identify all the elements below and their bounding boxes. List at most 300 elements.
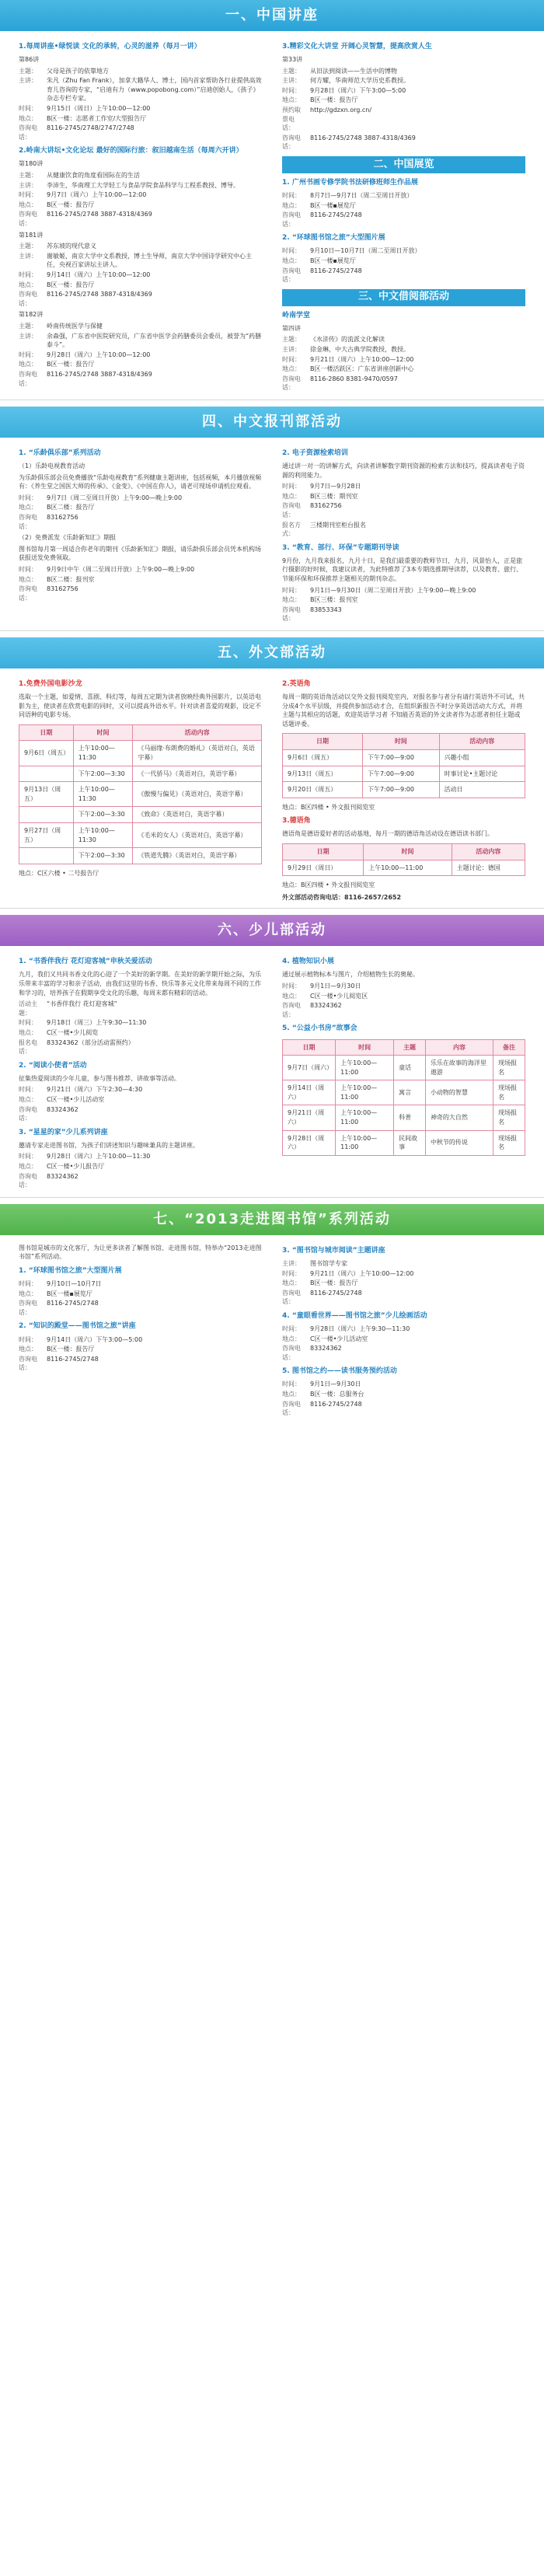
item-title: 3. “教育、部行、环保”专题期刊导读 <box>282 543 399 552</box>
info-label: 时间： <box>282 586 301 594</box>
info-label: 地点： <box>19 1346 37 1353</box>
info-label: 咨询电话： <box>19 211 37 227</box>
info-value: 83162756 <box>47 514 78 522</box>
info-label: 咨询电话： <box>282 1345 301 1361</box>
info-table <box>282 1039 525 1156</box>
info-row <box>282 1269 525 1279</box>
band-library-series <box>0 1204 544 1235</box>
info-value: B区一楼▪展览厅 <box>310 201 356 209</box>
info-label: 时间： <box>19 1335 37 1343</box>
right-column <box>282 952 525 1190</box>
table-header-cell: 日期 <box>283 844 364 860</box>
info-value: 83324362 <box>47 1172 78 1180</box>
info-row <box>19 1172 262 1190</box>
item-paragraph: 为乐龄俱乐部会员免费播放“乐龄电视教育”系列健康主题讲座，包括视频，本月播放视频有：《养生堂之国医大师的传承》、《金变》、《中国在你人》，请老可现场申请机位观看。 <box>19 473 262 490</box>
info-row <box>19 290 262 308</box>
info-label: 咨询电话： <box>19 1172 37 1189</box>
table-cell: 民间故事 <box>394 1130 426 1155</box>
item-subtitle: 第86讲 <box>19 56 40 64</box>
info-label: 咨询电话： <box>19 514 37 530</box>
band-foreign-language <box>0 637 544 668</box>
info-value: 三楼期刊室柜台报名 <box>310 521 366 529</box>
info-label: 时间： <box>19 351 37 358</box>
info-label: 主题： <box>19 243 37 250</box>
info-label: 地点： <box>282 1335 301 1342</box>
info-value: C区一楼•少儿活动室 <box>47 1096 105 1104</box>
item-title: 3. “图书馆与城市阅读”主题讲座 <box>282 1246 385 1255</box>
info-label: 主讲： <box>19 332 37 340</box>
sub-band: 三、中文借阅部活动 <box>282 289 525 306</box>
info-value: 8116-2745/2748 <box>310 1400 362 1408</box>
info-label: 主讲： <box>19 252 37 260</box>
table-cell: 下午2:00—3:30 <box>73 807 133 823</box>
info-value: B区一楼活跃区：广东省讲座创新中心 <box>310 365 414 373</box>
info-value: 8月7日—9月7日（周二至周日开放） <box>310 192 413 200</box>
info-row <box>19 271 262 280</box>
table-header-cell: 日期 <box>283 1039 336 1056</box>
info-value: 8116-2745/2748 3887-4318/4369 <box>310 134 416 141</box>
info-label: 地点： <box>19 1096 37 1104</box>
info-value: B区三楼：期刊室 <box>310 492 358 500</box>
info-value: 8116-2745/2748 3887-4318/4369 <box>47 370 152 378</box>
info-row <box>19 242 262 251</box>
table-cell: 中秋节的传说 <box>425 1130 493 1155</box>
table-cell: 《傲慢与偏见》（英语对白，英语字幕） <box>133 782 262 807</box>
info-label: 主讲： <box>19 181 37 189</box>
info-value: 9月28日（周六）上午10:00—12:00 <box>47 351 151 358</box>
info-value: 9月10日—10月7日（周二至周日开放） <box>310 247 421 255</box>
info-row <box>19 181 262 190</box>
table-cell: 9月6日（周五） <box>283 750 363 766</box>
info-value: 余森强，广东省中医院研究员，广东省中医学会药膳委员会委员，被誉为“药膳泰斗”。 <box>47 332 262 349</box>
band-lectures <box>0 0 544 31</box>
info-value: 从健康饮食的角度看国际在的生活 <box>47 172 140 180</box>
table-row <box>283 1105 525 1130</box>
info-label: 地点： <box>19 1163 37 1171</box>
table-cell: 9月7日（周六） <box>283 1056 336 1080</box>
info-label: 咨询电话： <box>19 1300 37 1316</box>
info-row <box>282 1001 525 1019</box>
table-row <box>283 1056 525 1080</box>
info-row <box>19 104 262 113</box>
info-value: 83162756 <box>310 502 342 510</box>
item-title: 2. “知识的殿堂——图书馆之旅”讲座 <box>19 1322 136 1331</box>
info-label: 咨询电话： <box>19 585 37 602</box>
info-row <box>19 1085 262 1094</box>
info-row <box>282 335 525 344</box>
table-cell <box>19 848 74 864</box>
table-cell: 9月29日（周日） <box>283 860 364 876</box>
table-cell: 寓言 <box>394 1080 426 1105</box>
info-label: 咨询电话： <box>282 1400 301 1417</box>
info-value: 9月9日中午（周二至周日开放）上午9:00—晚上9:00 <box>47 566 195 574</box>
item-title: 1.每周讲座•绿悦读 文化的承转，心灵的滋养（每月一讲） <box>19 43 201 51</box>
table-cell <box>19 807 74 823</box>
info-label: 时间： <box>282 86 301 94</box>
info-value: 8116-2745/2748 <box>47 1355 99 1363</box>
section-foreign-language <box>0 637 544 902</box>
info-label: 时间： <box>282 983 301 990</box>
info-value: 83853343 <box>310 606 342 613</box>
info-value: 83324362（部分活动需预约） <box>47 1038 134 1046</box>
item-subtitle: 第181讲 <box>19 231 44 239</box>
table-header-row <box>283 1039 525 1056</box>
info-label: 地点： <box>19 1029 37 1037</box>
info-label: 地点： <box>282 992 301 1000</box>
table-footer: 地点：C区六楼 • 二号报告厅 <box>19 869 99 877</box>
table-header-row <box>283 734 525 750</box>
band-periodicals <box>0 407 544 438</box>
info-row <box>19 503 262 512</box>
section-columns <box>0 1241 544 1419</box>
info-value: 8116-2860 8381-9470/0597 <box>310 375 398 382</box>
info-value: 8116-2745/2748 3887-4318/4369 <box>47 291 152 298</box>
info-row <box>19 1335 262 1345</box>
table-cell: 上午10:00—11:00 <box>336 1130 394 1155</box>
table-cell: 现场报名 <box>493 1080 525 1105</box>
section-children <box>0 915 544 1190</box>
item-subtitle: 第182讲 <box>19 311 44 319</box>
info-label: 主题： <box>19 67 37 75</box>
info-row <box>282 76 525 86</box>
info-row <box>19 513 262 531</box>
info-label: 主题： <box>282 67 301 75</box>
right-column <box>282 675 525 902</box>
table-cell: 时事讨论•主题讨论 <box>439 766 525 782</box>
band-title: 五、外文部活动 <box>218 644 326 661</box>
item-title: 5. 图书馆之约——读书服务预约活动 <box>282 1367 397 1376</box>
info-value: 8116-2745/2748 <box>47 1300 99 1307</box>
info-row <box>19 1038 262 1056</box>
table-header-cell: 活动内容 <box>133 724 262 741</box>
item-paragraph: 德语角是德语爱好者的活动基地，每月一期的德语角活动设在德语读书部门。 <box>282 830 493 838</box>
item-title: 4. 植物知识小展 <box>282 958 334 966</box>
band-title: 七、“2013走进图书馆”系列活动 <box>153 1210 391 1227</box>
info-value: 9月10日—10月7日 <box>47 1280 102 1288</box>
info-value: 83324362 <box>310 1002 342 1010</box>
info-label: 时间： <box>19 271 37 278</box>
info-label: 时间： <box>19 1280 37 1288</box>
info-row <box>282 606 525 623</box>
divider <box>0 630 544 631</box>
info-row <box>282 1279 525 1288</box>
info-label: 时间： <box>282 1325 301 1332</box>
info-label: 时间： <box>19 105 37 113</box>
table-cell: 上午10:00—11:00 <box>336 1105 394 1130</box>
table-cell: 上午10:00—11:00 <box>336 1056 394 1080</box>
info-value: 9月7日（周二至周日开放）上午9:00—晚上9:00 <box>47 494 183 501</box>
section-library-series <box>0 1204 544 1419</box>
table-footer: 地点：B区四楼 • 外文报刊阅览室 <box>282 881 375 889</box>
info-row <box>19 1355 262 1373</box>
intro-paragraph: 图书馆是城市的文化客厅，为让更多读者了解图书馆、走进图书馆，特举办“2013走进图书馆”系列活动。 <box>19 1244 262 1261</box>
band-title: 六、少儿部活动 <box>218 922 326 939</box>
info-value: 9月1日—9月30日 <box>310 1380 361 1388</box>
table-row <box>19 848 262 864</box>
table-header-cell: 时间 <box>363 734 440 750</box>
left-column <box>19 444 262 624</box>
info-value: 9月21日（周六）下午2:30—4:30 <box>47 1086 143 1094</box>
info-label: 时间： <box>19 1086 37 1094</box>
left-column <box>19 952 262 1190</box>
info-row <box>19 1162 262 1171</box>
item-title: 4. “童眼看世界——图书馆之旅”少儿绘画活动 <box>282 1311 427 1320</box>
info-label: 预约取票电话： <box>282 106 301 132</box>
info-label: 时间： <box>282 247 301 255</box>
info-value: 9月14日（周六）下午3:00—5:00 <box>47 1335 143 1343</box>
info-label: 咨询电话： <box>282 134 301 151</box>
left-column <box>19 37 262 393</box>
info-row <box>282 1344 525 1362</box>
info-row <box>19 1152 262 1161</box>
info-label: 咨询电话： <box>282 267 301 284</box>
table-cell: 上午10:00—11:00 <box>336 1080 394 1105</box>
item-paragraph: 图书馆每月第一周适合你老年的期刊《乐龄新知汇》期报，请乐龄俱乐部会员凭本机构场获报送发免费领取。 <box>19 545 261 562</box>
info-value: B区一楼：报告厅 <box>47 361 95 368</box>
info-row <box>282 257 525 266</box>
info-row <box>282 982 525 991</box>
table-cell <box>19 766 74 782</box>
info-value: “书香伴我行 花灯迎客城” <box>47 1000 117 1008</box>
info-row <box>19 76 262 103</box>
info-value: 《水浒传》的流派文化解读 <box>310 336 385 344</box>
table-cell: 现场报名 <box>493 1105 525 1130</box>
info-row <box>282 1400 525 1418</box>
table-header-cell: 日期 <box>283 734 363 750</box>
info-label: 主题： <box>282 336 301 344</box>
info-value: B区一楼：报告厅 <box>310 96 358 104</box>
table-cell: 9月6日（周五） <box>19 741 74 766</box>
table-cell: 9月14日（周六） <box>283 1080 336 1105</box>
section-columns <box>0 444 544 624</box>
info-label: 主讲： <box>19 77 37 85</box>
info-label: 咨询电话： <box>282 1289 301 1306</box>
table-cell: 神奇的大自然 <box>425 1105 493 1130</box>
item-title: 岭南学堂 <box>282 311 311 319</box>
info-row <box>19 322 262 331</box>
info-row <box>19 1345 262 1354</box>
left-column <box>19 1241 262 1419</box>
info-label: 主讲： <box>282 77 301 85</box>
table-row <box>19 782 262 807</box>
item-title: 1. “书香伴我行 花灯迎客城”申秋关爱活动 <box>19 958 152 966</box>
info-row <box>282 521 525 539</box>
divider <box>0 908 544 909</box>
info-value: B区三楼：报刊室 <box>310 596 358 604</box>
table-cell: 9月13日（周五） <box>283 766 363 782</box>
table-cell: 兴趣小组 <box>439 750 525 766</box>
section-columns <box>0 37 544 393</box>
table-header-cell: 活动内容 <box>439 734 525 750</box>
table-cell: 9月13日（周五） <box>19 782 74 807</box>
info-row <box>282 106 525 133</box>
info-value: 8116-2745/2748 <box>310 1289 362 1297</box>
info-value: 朱凡（Zhu Fan Frank），加拿大籍华人、博士，国内首家帮助各行业提供高效育儿咨询的专家，“启迪有力（www.popobong.com）”启迪创始人，《孩子》杂志专栏专家。 <box>47 77 262 103</box>
table-cell: 上午10:00—11:00 <box>364 860 452 876</box>
info-label: 时间： <box>282 192 301 200</box>
divider <box>0 1197 544 1198</box>
info-value: 8116-2745/2748 <box>310 211 362 219</box>
info-value: 9月18日（周三）上午9:30—11:30 <box>47 1019 147 1027</box>
table-cell: 上午10:00—11:30 <box>73 741 133 766</box>
info-label: 地点： <box>282 492 301 500</box>
table-header-cell: 活动内容 <box>452 844 525 860</box>
table-cell: 科普 <box>394 1105 426 1130</box>
table-cell: 小动物的智慧 <box>425 1080 493 1105</box>
info-value: 9月1日—9月30日 <box>310 983 361 990</box>
info-label: 活动主题： <box>19 1000 37 1017</box>
info-value: B区一楼：报告厅 <box>47 1346 95 1353</box>
info-label: 咨询电话： <box>282 502 301 519</box>
right-column <box>282 444 525 624</box>
info-row <box>19 281 262 290</box>
info-label: 主讲： <box>282 346 301 354</box>
info-row <box>282 211 525 229</box>
info-label: 咨询电话： <box>282 1002 301 1018</box>
info-value: 何方耀，华南师范大学历史系教授。 <box>310 77 410 85</box>
item-subtitle: 第180讲 <box>19 160 44 168</box>
item-title: 1. “乐龄俱乐部”系列活动 <box>19 449 101 458</box>
table-row <box>283 782 525 798</box>
table-row <box>19 807 262 823</box>
info-label: 咨询电话： <box>19 1105 37 1122</box>
info-row <box>282 1335 525 1344</box>
info-row <box>282 96 525 105</box>
section-periodicals <box>0 407 544 624</box>
table-row <box>283 860 525 876</box>
info-value: 9月21日（周六）上午10:00—12:00 <box>310 355 414 363</box>
info-value: 李沛生，华南理工大学轻工与食品学院食品科学与工程系教授、博导。 <box>47 181 239 189</box>
info-value: B区一楼：志愿者工作室/大型报告厅 <box>47 114 147 122</box>
info-value: 父母是孩子的依靠地方 <box>47 67 109 75</box>
item-title: 3. “星星的家”少儿系列讲座 <box>19 1128 108 1136</box>
info-row <box>282 595 525 605</box>
table-cell: 《致命》（英语对白，英语字幕） <box>133 807 262 823</box>
info-label: 咨询电话： <box>19 291 37 307</box>
table-row <box>283 1080 525 1105</box>
info-row <box>19 1000 262 1017</box>
info-row <box>19 1105 262 1123</box>
band-children <box>0 915 544 946</box>
info-label: 地点： <box>19 1290 37 1297</box>
info-row <box>19 575 262 585</box>
table-header-cell: 主题 <box>394 1039 426 1056</box>
table-cell: 下午2:00—3:30 <box>73 848 133 864</box>
info-value: B区二楼：报告厅 <box>47 504 95 511</box>
info-row <box>282 586 525 595</box>
consult-phone: 外文部活动咨询电话：8116-2657/2652 <box>282 893 402 901</box>
info-value: 从旧法到阅读——生活中的博物 <box>310 67 397 75</box>
table-cell: 9月27日（周五） <box>19 823 74 848</box>
table-row <box>19 766 262 782</box>
info-row <box>282 992 525 1001</box>
info-row <box>282 134 525 152</box>
info-value: 8116-2745/2748 <box>310 267 362 274</box>
table-header-cell: 时间 <box>73 724 133 741</box>
info-value: B区一楼▪展览厅 <box>310 257 356 265</box>
info-value: 9月1日—9月30日（周二至周日开放）上午9:00—晚上9:00 <box>310 586 476 594</box>
info-row <box>19 210 262 228</box>
info-row <box>19 1028 262 1038</box>
info-value: 83324362 <box>310 1345 342 1353</box>
info-row <box>282 191 525 201</box>
info-row <box>19 252 262 270</box>
info-value: C区一楼•少儿报告厅 <box>47 1163 105 1171</box>
info-value: 9月15日（周日）上午10:00—12:00 <box>47 105 151 113</box>
info-value: C区一楼•少儿阅览 <box>47 1029 99 1037</box>
table-cell: 现场报名 <box>493 1056 525 1080</box>
item-paragraph: 9月份，九月我来报名，九月十日，是我们最重要的教师节日，九月，风景怡人，正是旅行摄影的好时候，我建议读者，为此特推荐了3本专期选推期导读荐，以及教育、旅行、节能环保和环保推荐主题相关的期刊杂志。 <box>282 557 523 583</box>
table-header-cell: 备注 <box>493 1039 525 1056</box>
table-cell: 下午2:00—3:30 <box>73 766 133 782</box>
info-value: 徐金琳，中大古典学院教授，教授。 <box>310 346 410 354</box>
info-label: 地点： <box>282 257 301 265</box>
info-row <box>282 86 525 96</box>
info-value: 9月28日（周六）上午10:00—11:30 <box>47 1153 151 1161</box>
info-label: 主题： <box>19 172 37 180</box>
table-cell: 下午7:00—9:00 <box>363 782 440 798</box>
table-cell: 9月20日（周五） <box>283 782 363 798</box>
info-row <box>282 67 525 76</box>
item-title: 1. 广州书画专修学院书法研修班师生作品展 <box>282 178 418 187</box>
info-value: B区二楼：报刊室 <box>47 575 95 583</box>
item-title: 3.精彩文化大讲堂 开阔心灵智慧，提高欣赏人生 <box>282 43 432 51</box>
info-row <box>19 1018 262 1028</box>
info-label: 地点： <box>19 361 37 368</box>
info-label: 咨询电话： <box>19 1355 37 1372</box>
table-row <box>19 823 262 848</box>
info-row <box>19 1095 262 1105</box>
info-row <box>282 1289 525 1307</box>
info-label: 地点： <box>19 281 37 288</box>
band-title: 一、中国讲座 <box>225 6 319 23</box>
info-label: 咨询电话： <box>282 375 301 392</box>
info-value: 岭南传统医学与保健 <box>47 322 103 330</box>
info-value: B区一楼：总服务台 <box>310 1390 364 1398</box>
info-label: 时间： <box>19 566 37 574</box>
info-label: 时间： <box>282 1380 301 1388</box>
table-row <box>283 766 525 782</box>
info-row <box>19 171 262 180</box>
info-label: 咨询电话： <box>282 606 301 623</box>
info-value: 8116-2745/2748 3887-4318/4369 <box>47 211 152 218</box>
table-header-cell: 时间 <box>364 844 452 860</box>
item-title: 5. “公益小书房”故事会 <box>282 1024 357 1033</box>
table-cell: 《毛米的女人》（英语对白，英语字幕） <box>133 823 262 848</box>
table-row <box>283 750 525 766</box>
info-label: 主题： <box>19 322 37 330</box>
table-cell: 9月28日（周六） <box>283 1130 336 1155</box>
item-paragraph: （2）免费派发《乐龄新知汇》期报 <box>19 534 117 542</box>
item-title: 1.免费外国电影沙龙 <box>19 680 82 689</box>
item-paragraph: 通过展示植物标本与图片，介绍植物生长的奥秘。 <box>282 971 419 979</box>
info-row <box>19 1279 262 1289</box>
table-cell: 主题讨论：德国 <box>452 860 525 876</box>
info-row <box>19 332 262 350</box>
sub-band: 二、中国展览 <box>282 156 525 173</box>
info-label: 时间： <box>19 191 37 199</box>
info-value: 9月21日（周六）上午10:00—12:00 <box>310 1269 414 1277</box>
table-cell: 上午10:00—11:30 <box>73 823 133 848</box>
band-title: 四、中文报刊部活动 <box>202 413 342 430</box>
info-row <box>19 494 262 503</box>
info-row <box>19 360 262 369</box>
info-row <box>282 492 525 501</box>
info-value: 图书馆学专家 <box>310 1259 347 1267</box>
info-value: 9月7日（周六）上午10:00—12:00 <box>47 191 147 199</box>
info-table <box>282 843 525 876</box>
section-columns <box>0 952 544 1190</box>
